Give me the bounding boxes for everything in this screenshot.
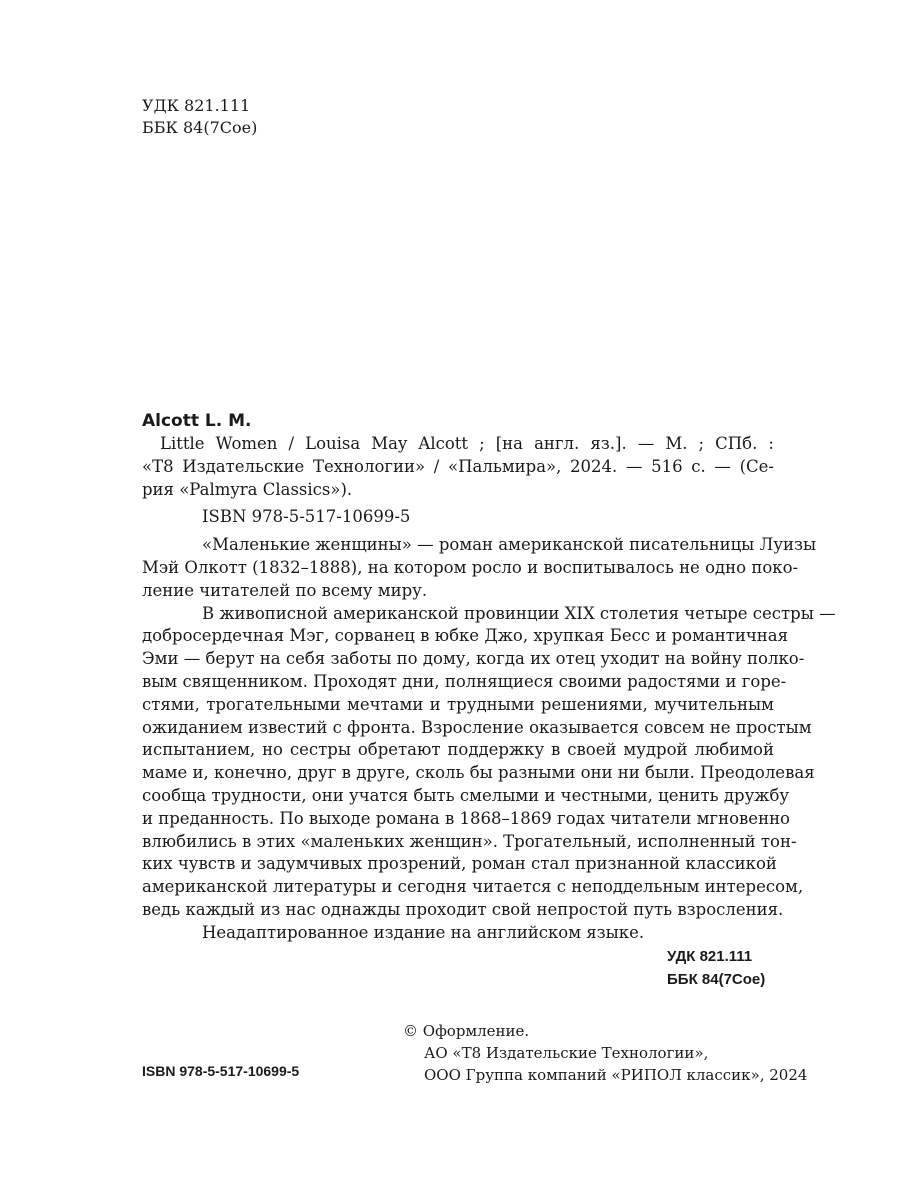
annotation-line: Эми — берут на себя заботы по дому, когда их отец уходит на войну полко-	[142, 649, 805, 669]
bbk-code: ББК 84(7Сое)	[667, 971, 766, 988]
annotation-line: испытанием, но сестры обретают поддержку в своей мудрой любимой	[142, 740, 774, 760]
copyright-line: ООО Группа компаний «РИПОЛ классик», 2024	[424, 1066, 808, 1084]
annotation-paragraph-2	[142, 603, 836, 922]
annotation-paragraph-1	[142, 534, 817, 602]
record-description	[142, 433, 774, 501]
annotation-line: стями, трогательными мечтами и трудными решениями, мучительным	[142, 694, 774, 714]
annotation-line: маме и, конечно, друг в друге, сколь бы разными они ни были. Преодолевая	[142, 763, 815, 783]
top-classification	[142, 95, 257, 139]
udk-code: УДК 821.111	[142, 96, 251, 115]
isbn-footer: ISBN 978-5-517-10699-5	[142, 1063, 300, 1079]
copyright-block	[403, 1020, 807, 1086]
bbk-code: ББК 84(7Сое)	[142, 118, 258, 137]
record-line: рия «Palmyra Classics»).	[142, 479, 353, 499]
record-line: «Т8 Издательские Технологии» / «Пальмира», 2024. — 516 с. — (Се-	[142, 456, 774, 476]
annotation-line: «Маленькие женщины» — роман американской писательницы Луизы	[202, 535, 817, 555]
record-line: Little Women / Louisa May Alcott ; [на англ. яз.]. — М. ; СПб. :	[160, 434, 774, 453]
copyright-line: АО «Т8 Издательские Технологии»,	[424, 1044, 709, 1062]
annotation-line: добросердечная Мэг, сорванец в юбке Джо, хрупкая Бесс и романтичная	[142, 626, 789, 646]
copyright-line: © Оформление.	[403, 1022, 530, 1040]
author-heading: Alcott L. M.	[142, 411, 252, 431]
annotation-line: влюбились в этих «маленьких женщин». Трогательный, исполненный тон-	[142, 831, 797, 851]
annotation-line: Неадаптированное издание на английском языке.	[202, 922, 645, 942]
udk-code: УДК 821.111	[667, 948, 753, 965]
annotation-line: сообща трудности, они учатся быть смелыми и честными, ценить дружбу	[142, 785, 790, 805]
right-classification	[667, 945, 765, 991]
annotation-line: ление читателей по всему миру.	[142, 580, 428, 600]
annotation-line: ких чувств и задумчивых прозрений, роман стал признанной классикой	[142, 854, 777, 874]
annotation-line: ведь каждый из нас однажды проходит свой непростой путь взросления.	[142, 899, 784, 919]
annotation-line: вым священником. Проходят дни, полнящиеся своими радостями и горе-	[142, 671, 787, 691]
annotation-paragraph-3	[142, 922, 774, 945]
annotation-line: Мэй Олкотт (1832–1888), на котором росло и воспитывалось не одно поко-	[142, 557, 799, 577]
annotation-line: американской литературы и сегодня читается с неподдельным интересом,	[142, 877, 804, 897]
isbn-record: ISBN 978-5-517-10699-5	[202, 507, 411, 527]
annotation-line: ожиданием известий с фронта. Взросление оказывается совсем не простым	[142, 717, 812, 737]
annotation-line: В живописной американской провинции XIX столетия четыре сестры —	[202, 603, 836, 623]
bibliographic-record	[142, 409, 836, 945]
annotation-line: и преданность. По выходе романа в 1868–1869 годах читатели мгновенно	[142, 808, 790, 828]
